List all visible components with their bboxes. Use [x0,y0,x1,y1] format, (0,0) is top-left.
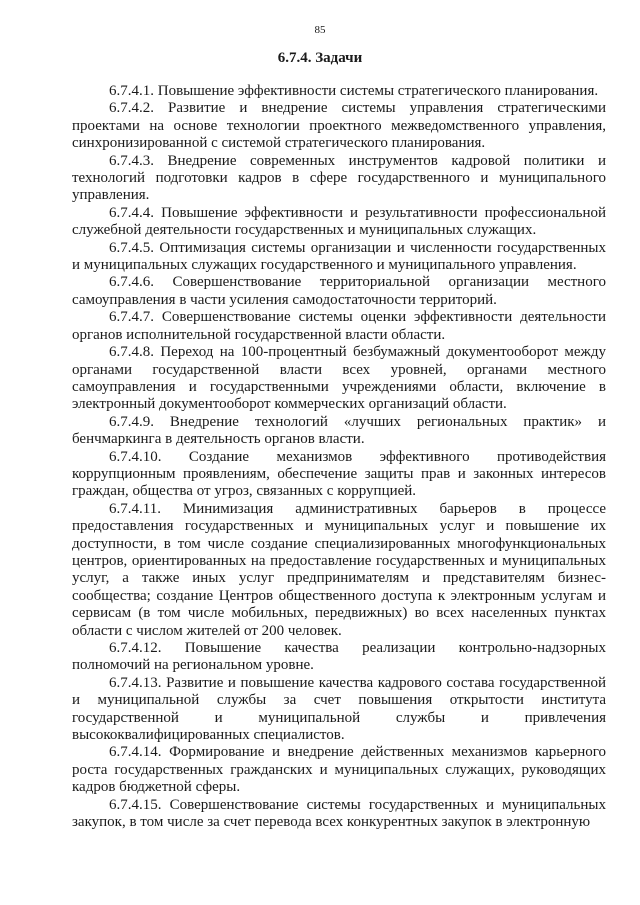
paragraph-6-7-4-13: 6.7.4.13. Развитие и повышение качества кадрового состава государственной и муниципальной службы за счет повышения открытости института государственной и муниципальной службы и привлечения высококвалифицированных специалистов. [72,674,606,744]
paragraph-6-7-4-5: 6.7.4.5. Оптимизация системы организации и численности государственных и муниципальных служащих государственного и муниципального управления. [72,239,606,274]
section-title: 6.7.4. Задачи [277,50,363,66]
paragraph-6-7-4-4: 6.7.4.4. Повышение эффективности и результативности профессиональной служебной деятельности государственных и муниципальных служащих. [72,204,606,239]
paragraph-6-7-4-3: 6.7.4.3. Внедрение современных инструментов кадровой политики и технологий подготовки кадров в сфере государственного и муниципального управления. [72,152,606,204]
paragraph-6-7-4-14: 6.7.4.14. Формирование и внедрение действенных механизмов карьерного роста государственных гражданских и муниципальных служащих, руководящих кадров бюджетной сферы. [72,744,606,796]
paragraph-6-7-4-7: 6.7.4.7. Совершенствование системы оценки эффективности деятельности органов исполнительной государственной власти области. [72,309,606,343]
paragraph-6-7-4-8: 6.7.4.8. Переход на 100-процентный безбумажный документооборот между органами государственной власти всех уровней, органами местного самоуправления и государственными учреждениями области, включение в электронный документооборот коммерческих организаций области. [72,344,606,413]
page-number: 85 [314,24,326,36]
paragraph-6-7-4-1: 6.7.4.1. Повышение эффективности системы стратегического планирования. [109,83,599,99]
paragraph-6-7-4-9: 6.7.4.9. Внедрение технологий «лучших региональных практик» и бенчмаркинга в деятельность органов власти. [72,413,606,448]
paragraph-6-7-4-11: 6.7.4.11. Минимизация административных барьеров в процессе предоставления государственных и муниципальных услуг и повышение их доступности, в том числе создание специализированных многофункциональных центров, ориентированных на предоставление государственных и муниципальных услуг, а также иных услуг предпринимателям и представителям бизнес-сообщества; создание Центров общественного доступа к электронным услугам и сервисам (в том числе мобильных, передвижных) во всех населенных пунктах области с числом жителей от 200 человек. [72,500,606,639]
document-body [72,83,606,831]
paragraph-6-7-4-10: 6.7.4.10. Создание механизмов эффективного противодействия коррупционным проявлениям, обеспечение защиты прав и законных интересов граждан, общества от угроз, связанных с коррупцией. [72,448,606,500]
paragraph-6-7-4-12: 6.7.4.12. Повышение качества реализации контрольно-надзорных полномочий на региональном уровне. [72,640,606,674]
paragraph-6-7-4-2: 6.7.4.2. Развитие и внедрение системы управления стратегическими проектами на основе технологии проектного межведомственного управления, синхронизированной с системой стратегического планирования. [72,100,606,152]
paragraph-6-7-4-6: 6.7.4.6. Совершенствование территориальной организации местного самоуправления в части усиления самодостаточности территорий. [72,274,606,308]
paragraph-6-7-4-15: 6.7.4.15. Совершенствование системы государственных и муниципальных закупок, в том числе за счет перевода всех конкурентных закупок в электронную [72,796,606,831]
